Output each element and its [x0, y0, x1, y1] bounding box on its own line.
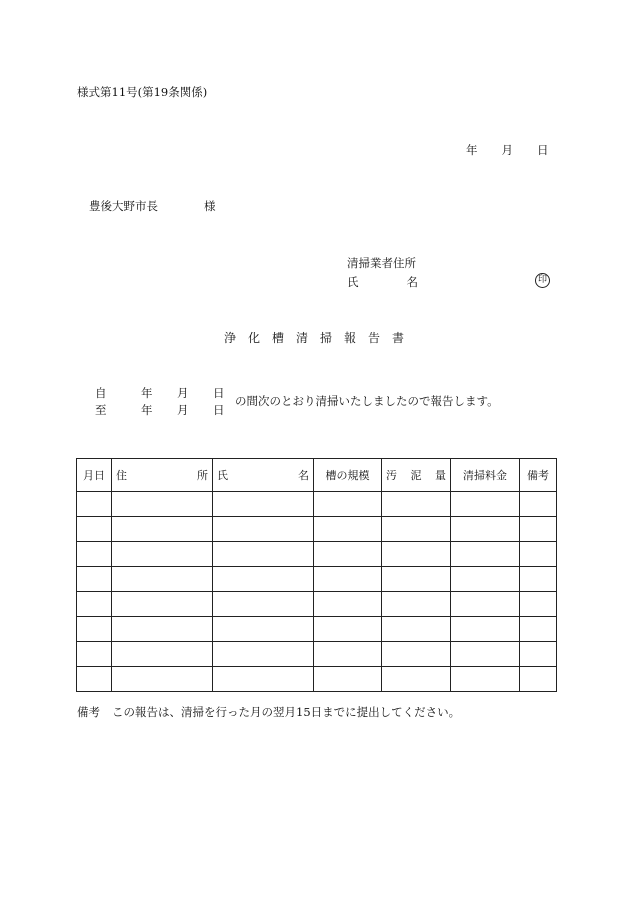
table-cell[interactable] [314, 517, 382, 542]
table-cell[interactable] [314, 642, 382, 667]
table-cell[interactable] [520, 592, 557, 617]
col-name-char-2: 名 [298, 469, 309, 482]
table-cell[interactable] [213, 667, 314, 692]
col-fee: 清掃料金 [451, 459, 520, 492]
table-header-row [77, 459, 557, 492]
table-row [77, 517, 557, 542]
col-date: 月日 [77, 459, 112, 492]
table-cell[interactable] [77, 642, 112, 667]
col-name-char-1: 氏 [217, 469, 228, 482]
col-tank-scale: 槽の規模 [314, 459, 382, 492]
addressee [89, 198, 216, 214]
table-cell[interactable] [112, 667, 213, 692]
table-cell[interactable] [77, 667, 112, 692]
contractor-name-char-1: 氏 [347, 275, 359, 289]
table-cell[interactable] [77, 592, 112, 617]
addressee-honorific: 様 [204, 199, 216, 213]
table-cell[interactable] [520, 567, 557, 592]
table-cell[interactable] [520, 542, 557, 567]
table-cell[interactable] [77, 492, 112, 517]
period-to-year: 年 [141, 403, 153, 417]
table-cell[interactable] [213, 567, 314, 592]
table-cell[interactable] [213, 592, 314, 617]
table-cell[interactable] [314, 667, 382, 692]
table-cell[interactable] [77, 567, 112, 592]
table-cell[interactable] [520, 667, 557, 692]
table-cell[interactable] [77, 617, 112, 642]
col-address [112, 459, 213, 492]
table-cell[interactable] [451, 567, 520, 592]
table-row [77, 617, 557, 642]
contractor-name-char-2: 名 [406, 275, 418, 289]
table-cell[interactable] [451, 642, 520, 667]
table-cell[interactable] [112, 492, 213, 517]
period-from-month: 月 [177, 386, 189, 400]
table-cell[interactable] [213, 542, 314, 567]
table-cell[interactable] [520, 642, 557, 667]
date-month-label: 月 [501, 143, 513, 157]
seal-mark: 印 [535, 273, 550, 288]
table-cell[interactable] [314, 492, 382, 517]
table-cell[interactable] [314, 617, 382, 642]
table-cell[interactable] [451, 517, 520, 542]
col-address-char-1: 住 [116, 469, 127, 482]
table-cell[interactable] [382, 642, 451, 667]
report-title: 浄化槽清掃報告書 [224, 331, 417, 345]
table-cell[interactable] [451, 492, 520, 517]
col-sludge [382, 459, 451, 492]
form-number: 様式第11号(第19条関係) [77, 85, 208, 99]
table-cell[interactable] [520, 492, 557, 517]
period-from-label: 自 [95, 386, 107, 400]
table-cell[interactable] [112, 517, 213, 542]
table-cell[interactable] [213, 642, 314, 667]
date-day-label: 日 [537, 143, 549, 157]
report-table [76, 458, 557, 692]
table-row [77, 567, 557, 592]
table-row [77, 667, 557, 692]
period-text: の間次のとおり清掃いたしましたので報告します。 [235, 394, 499, 408]
col-address-char-2: 所 [197, 469, 208, 482]
col-sludge-char-2: 泥 [410, 469, 422, 482]
period-from-day: 日 [213, 386, 225, 400]
date-line [466, 142, 549, 158]
table-cell[interactable] [112, 542, 213, 567]
table-cell[interactable] [451, 617, 520, 642]
addressee-name: 豊後大野市長 [89, 199, 158, 213]
period-to-month: 月 [177, 403, 189, 417]
col-sludge-char-3: 量 [435, 469, 446, 482]
table-cell[interactable] [77, 542, 112, 567]
contractor-name-label [347, 274, 418, 290]
col-name [213, 459, 314, 492]
col-sludge-char-1: 汚 [386, 469, 397, 482]
table-row [77, 492, 557, 517]
table-cell[interactable] [382, 592, 451, 617]
table-cell[interactable] [213, 517, 314, 542]
contractor-address-label: 清掃業者住所 [347, 256, 416, 270]
table-cell[interactable] [451, 667, 520, 692]
table-cell[interactable] [77, 517, 112, 542]
table-cell[interactable] [314, 592, 382, 617]
col-remarks: 備考 [520, 459, 557, 492]
footnote-text: この報告は、清掃を行った月の翌月15日までに提出してください。 [112, 705, 461, 719]
period-to-label: 至 [95, 403, 107, 417]
table-cell[interactable] [382, 517, 451, 542]
period-to-line [95, 402, 225, 418]
table-cell[interactable] [451, 542, 520, 567]
table-body [77, 492, 557, 692]
table-row [77, 642, 557, 667]
period-from-line [95, 385, 225, 401]
footnote-label: 備考 [77, 705, 100, 719]
footnote [77, 704, 460, 720]
table-cell[interactable] [520, 617, 557, 642]
table-cell[interactable] [213, 492, 314, 517]
table-cell[interactable] [112, 567, 213, 592]
table-cell[interactable] [451, 592, 520, 617]
table-cell[interactable] [382, 617, 451, 642]
period-from-year: 年 [141, 386, 153, 400]
table-row [77, 592, 557, 617]
table-cell[interactable] [382, 567, 451, 592]
table-cell[interactable] [314, 567, 382, 592]
table-cell[interactable] [112, 617, 213, 642]
table-cell[interactable] [112, 642, 213, 667]
table-cell[interactable] [520, 517, 557, 542]
table-cell[interactable] [213, 617, 314, 642]
table-cell[interactable] [382, 667, 451, 692]
table-cell[interactable] [382, 492, 451, 517]
period-to-day: 日 [213, 403, 225, 417]
table-cell[interactable] [314, 542, 382, 567]
date-year-label: 年 [466, 143, 478, 157]
table-cell[interactable] [382, 542, 451, 567]
table-cell[interactable] [112, 592, 213, 617]
table-row [77, 542, 557, 567]
